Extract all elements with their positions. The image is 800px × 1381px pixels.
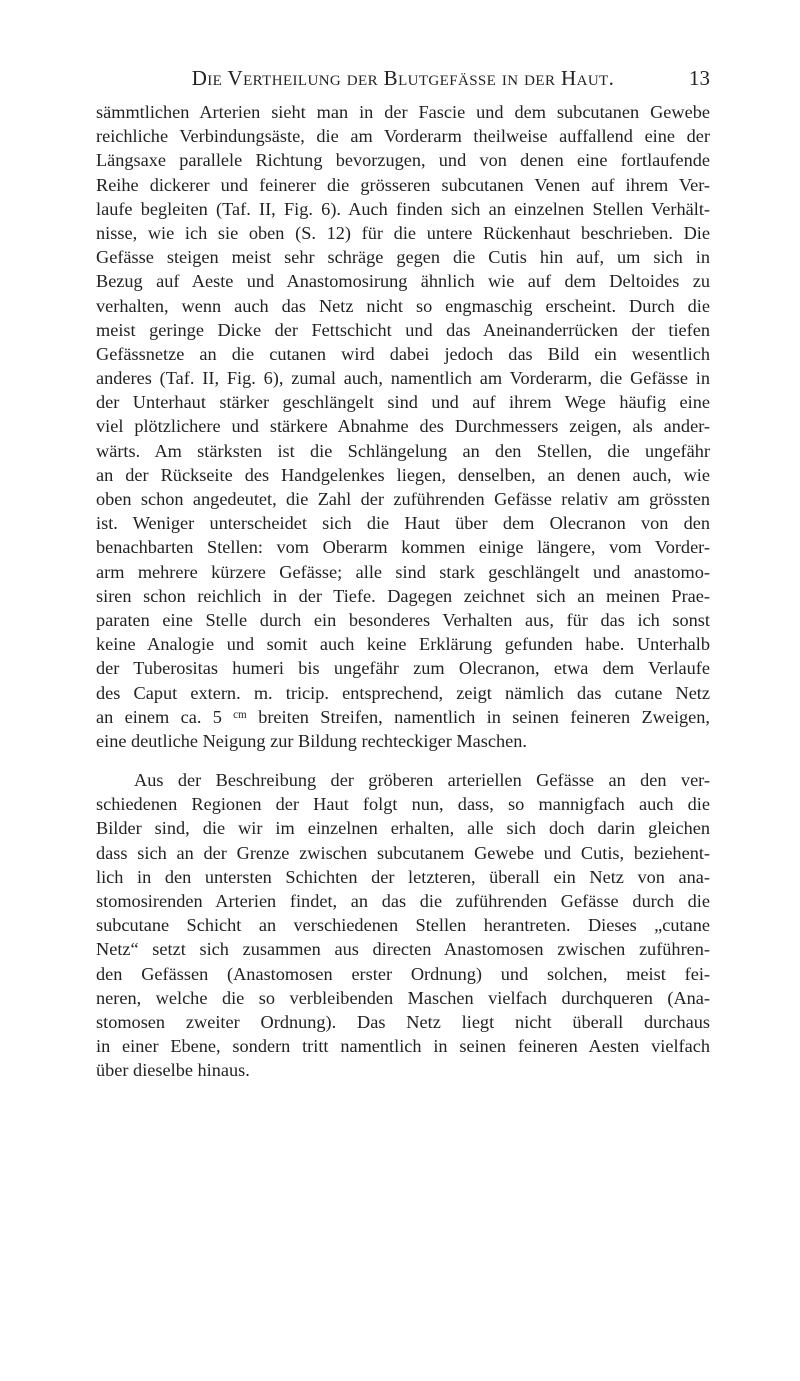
paragraph-1	[96, 100, 710, 753]
text-line: Bezug auf Aeste und Anastomosirung ähnlich wie auf dem Deltoides zu	[96, 271, 710, 292]
body-text	[96, 100, 710, 1083]
text-line: wärts. Am stärksten ist die Schlängelung an den Stellen, die ungefähr	[96, 440, 710, 461]
running-head	[96, 63, 710, 93]
text-line: Reihe dickerer und feinerer die grösseren subcutanen Venen auf ihrem Ver-	[96, 174, 710, 195]
text-line: siren schon reichlich in der Tiefe. Dagegen zeichnet sich an meinen Prae-	[96, 585, 710, 606]
text-line: an der Rückseite des Handgelenkes liegen, denselben, an denen auch, wie	[96, 464, 710, 485]
text-line: Längsaxe parallele Richtung bevorzugen, und von denen eine fortlaufende	[96, 150, 710, 171]
text-line: benachbarten Stellen: vom Oberarm kommen einige längere, vom Vorder-	[96, 537, 710, 558]
text-line: sämmtlichen Arterien sieht man in der Fascie und dem subcutanen Gewebe	[96, 102, 710, 122]
text-line: Gefässnetze an die cutanen wird dabei jedoch das Bild ein wesentlich	[96, 343, 710, 364]
text-line: anderes (Taf. II, Fig. 6), zumal auch, namentlich am Vorderarm, die Gefässe in	[96, 368, 710, 389]
text-line: eine deutliche Neigung zur Bildung rechteckiger Maschen.	[96, 730, 527, 751]
text-line: Netz“ setzt sich zusammen aus directen Anastomosen zwischen zuführen-	[96, 939, 710, 960]
text-line: Gefässe steigen meist sehr schräge gegen die Cutis hin auf, um sich in	[96, 247, 710, 268]
text-line: in einer Ebene, sondern tritt namentlich in seinen feineren Aesten vielfach	[96, 1036, 710, 1057]
text-line: den Gefässen (Anastomosen erster Ordnung) und solchen, meist fei-	[96, 963, 710, 984]
text-line: Bilder sind, die wir im einzelnen erhalten, alle sich doch darin gleichen	[96, 818, 710, 839]
text-line: arm mehrere kürzere Gefässe; alle sind stark geschlängelt und anastomo-	[96, 561, 710, 582]
page-number: 13	[689, 66, 710, 90]
text-line: oben schon angedeutet, die Zahl der zuführenden Gefässe relativ am grössten	[96, 489, 710, 509]
text-line: paraten eine Stelle durch ein besonderes Verhalten aus, für das ich sonst	[96, 609, 710, 630]
paragraph-gap	[96, 753, 710, 768]
text-line: ist. Weniger unterscheidet sich die Haut über dem Olecranon von den	[96, 513, 710, 534]
text-line: nisse, wie ich sie oben (S. 12) für die untere Rückenhaut beschrieben. Die	[96, 222, 710, 243]
text-line: viel plötzlichere und stärkere Abnahme des Durchmessers zeigen, als ander-	[96, 416, 710, 437]
text-line: neren, welche die so verbleibenden Maschen vielfach durchqueren (Ana-	[96, 987, 710, 1008]
text-line: keine Analogie und somit auch keine Erklärung gefunden habe. Unterhalb	[96, 634, 710, 655]
text-line: stomosen zweiter Ordnung). Das Netz liegt nicht überall durchaus	[96, 1011, 710, 1032]
text-line: an einem ca. 5 ᶜᵐ breiten Streifen, namentlich in seinen feineren Zweigen,	[96, 706, 710, 727]
text-line: laufe begleiten (Taf. II, Fig. 6). Auch finden sich an einzelnen Stellen Verhält-	[96, 198, 710, 219]
text-line: über dieselbe hinaus.	[96, 1060, 250, 1081]
text-line: subcutane Schicht an verschiedenen Stellen herantreten. Dieses „cutane	[96, 915, 710, 936]
text-line: reichliche Verbindungsäste, die am Vorderarm theilweise auffallend eine der	[96, 126, 710, 147]
text-line: meist geringe Dicke der Fettschicht und das Aneinanderrücken der tiefen	[96, 319, 710, 340]
text-line: stomosirenden Arterien findet, an das die zuführenden Gefässe durch die	[96, 891, 710, 911]
text-line: verhalten, wenn auch das Netz nicht so engmaschig erscheint. Durch die	[96, 295, 710, 316]
text-line: dass sich an der Grenze zwischen subcutanem Gewebe und Cutis, beziehent-	[96, 842, 710, 863]
text-line: schiedenen Regionen der Haut folgt nun, dass, so mannigfach auch die	[96, 794, 710, 815]
paragraph-2	[96, 768, 710, 1082]
text-line: der Tuberositas humeri bis ungefähr zum Olecranon, etwa dem Verlaufe	[96, 658, 710, 679]
text-line: Aus der Beschreibung der gröberen arteriellen Gefässe an den ver-	[134, 770, 710, 791]
running-title: Die Vertheilung der Blutgefässe in der Haut.	[191, 66, 615, 90]
text-line: des Caput extern. m. tricip. entsprechend, zeigt nämlich das cutane Netz	[96, 682, 710, 703]
text-line: der Unterhaut stärker geschlängelt sind und auf ihrem Wege häufig eine	[96, 392, 710, 413]
text-line: lich in den untersten Schichten der letzteren, überall ein Netz von ana-	[96, 866, 710, 887]
